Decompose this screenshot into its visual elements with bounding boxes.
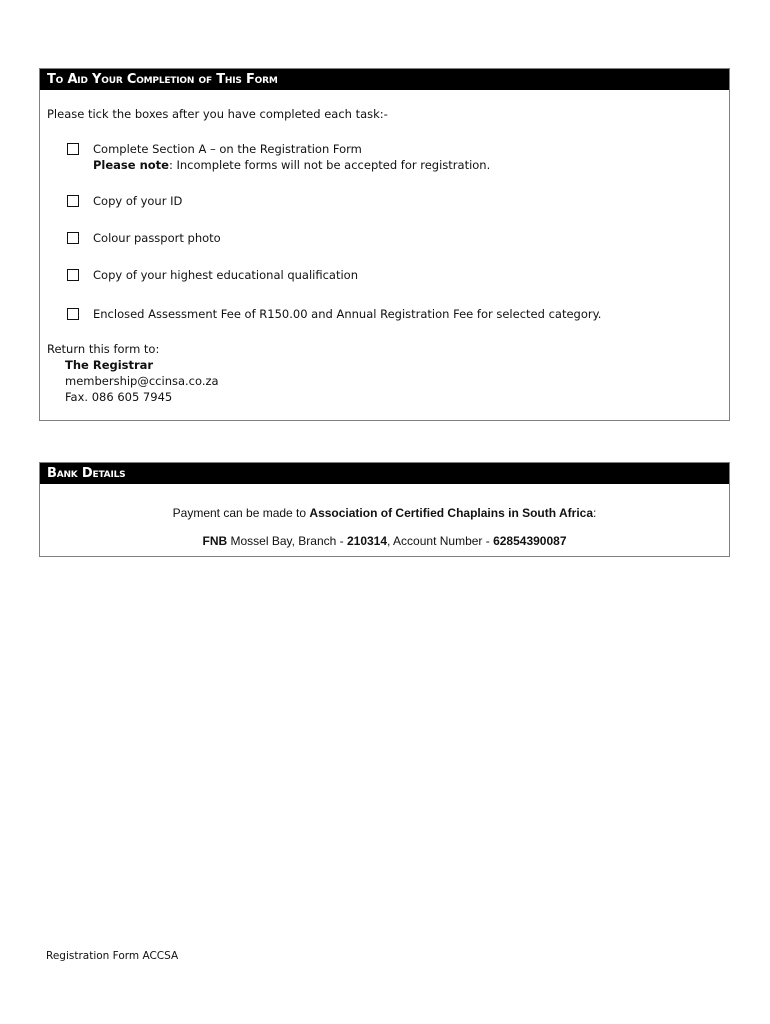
payment-suffix: : [593, 506, 597, 520]
completion-checklist-panel [39, 68, 730, 421]
branch-label: Mossel Bay, Branch - [227, 534, 347, 548]
task-checkbox[interactable] [67, 269, 79, 281]
task-label: Copy of your highest educational qualification [93, 268, 359, 282]
task-note-bold: Please note [93, 158, 169, 172]
registrar-email[interactable]: membership@ccinsa.co.za [65, 374, 219, 388]
task-label: Copy of your ID [93, 194, 183, 208]
page-footer: Registration Form ACCSA [46, 950, 179, 962]
task-checkbox[interactable] [67, 143, 79, 155]
payment-recipient-line [40, 506, 729, 520]
bank-name: FNB [202, 534, 228, 548]
checklist-header: To Aid Your Completion of This Form [40, 69, 729, 90]
task-note-rest: : Incomplete forms will not be accepted for registration. [168, 158, 491, 172]
task-checkbox[interactable] [67, 195, 79, 207]
task-checkbox[interactable] [67, 232, 79, 244]
task-label: Enclosed Assessment Fee of R150.00 and Annual Registration Fee for selected category. [93, 307, 602, 321]
bank-header: Bank Details [40, 463, 729, 484]
account-label: , Account Number - [387, 534, 494, 548]
return-address [47, 341, 219, 405]
bank-details-panel [39, 462, 730, 557]
branch-code: 210314 [346, 534, 388, 548]
task-label: Colour passport photo [93, 231, 221, 245]
registrar-fax: Fax. 086 605 7945 [65, 390, 173, 404]
registrar-name: The Registrar [65, 358, 154, 372]
task-note [93, 158, 490, 172]
payment-prefix: Payment can be made to [172, 506, 310, 520]
task-label: Complete Section A – on the Registration Form [93, 142, 362, 156]
return-label: Return this form to: [47, 342, 160, 356]
payee-name: Association of Certified Chaplains in South Africa [309, 506, 593, 520]
account-number: 62854390087 [493, 534, 567, 548]
account-details-line [40, 534, 729, 548]
task-checkbox[interactable] [67, 308, 79, 320]
checklist-intro: Please tick the boxes after you have completed each task:- [47, 107, 388, 121]
